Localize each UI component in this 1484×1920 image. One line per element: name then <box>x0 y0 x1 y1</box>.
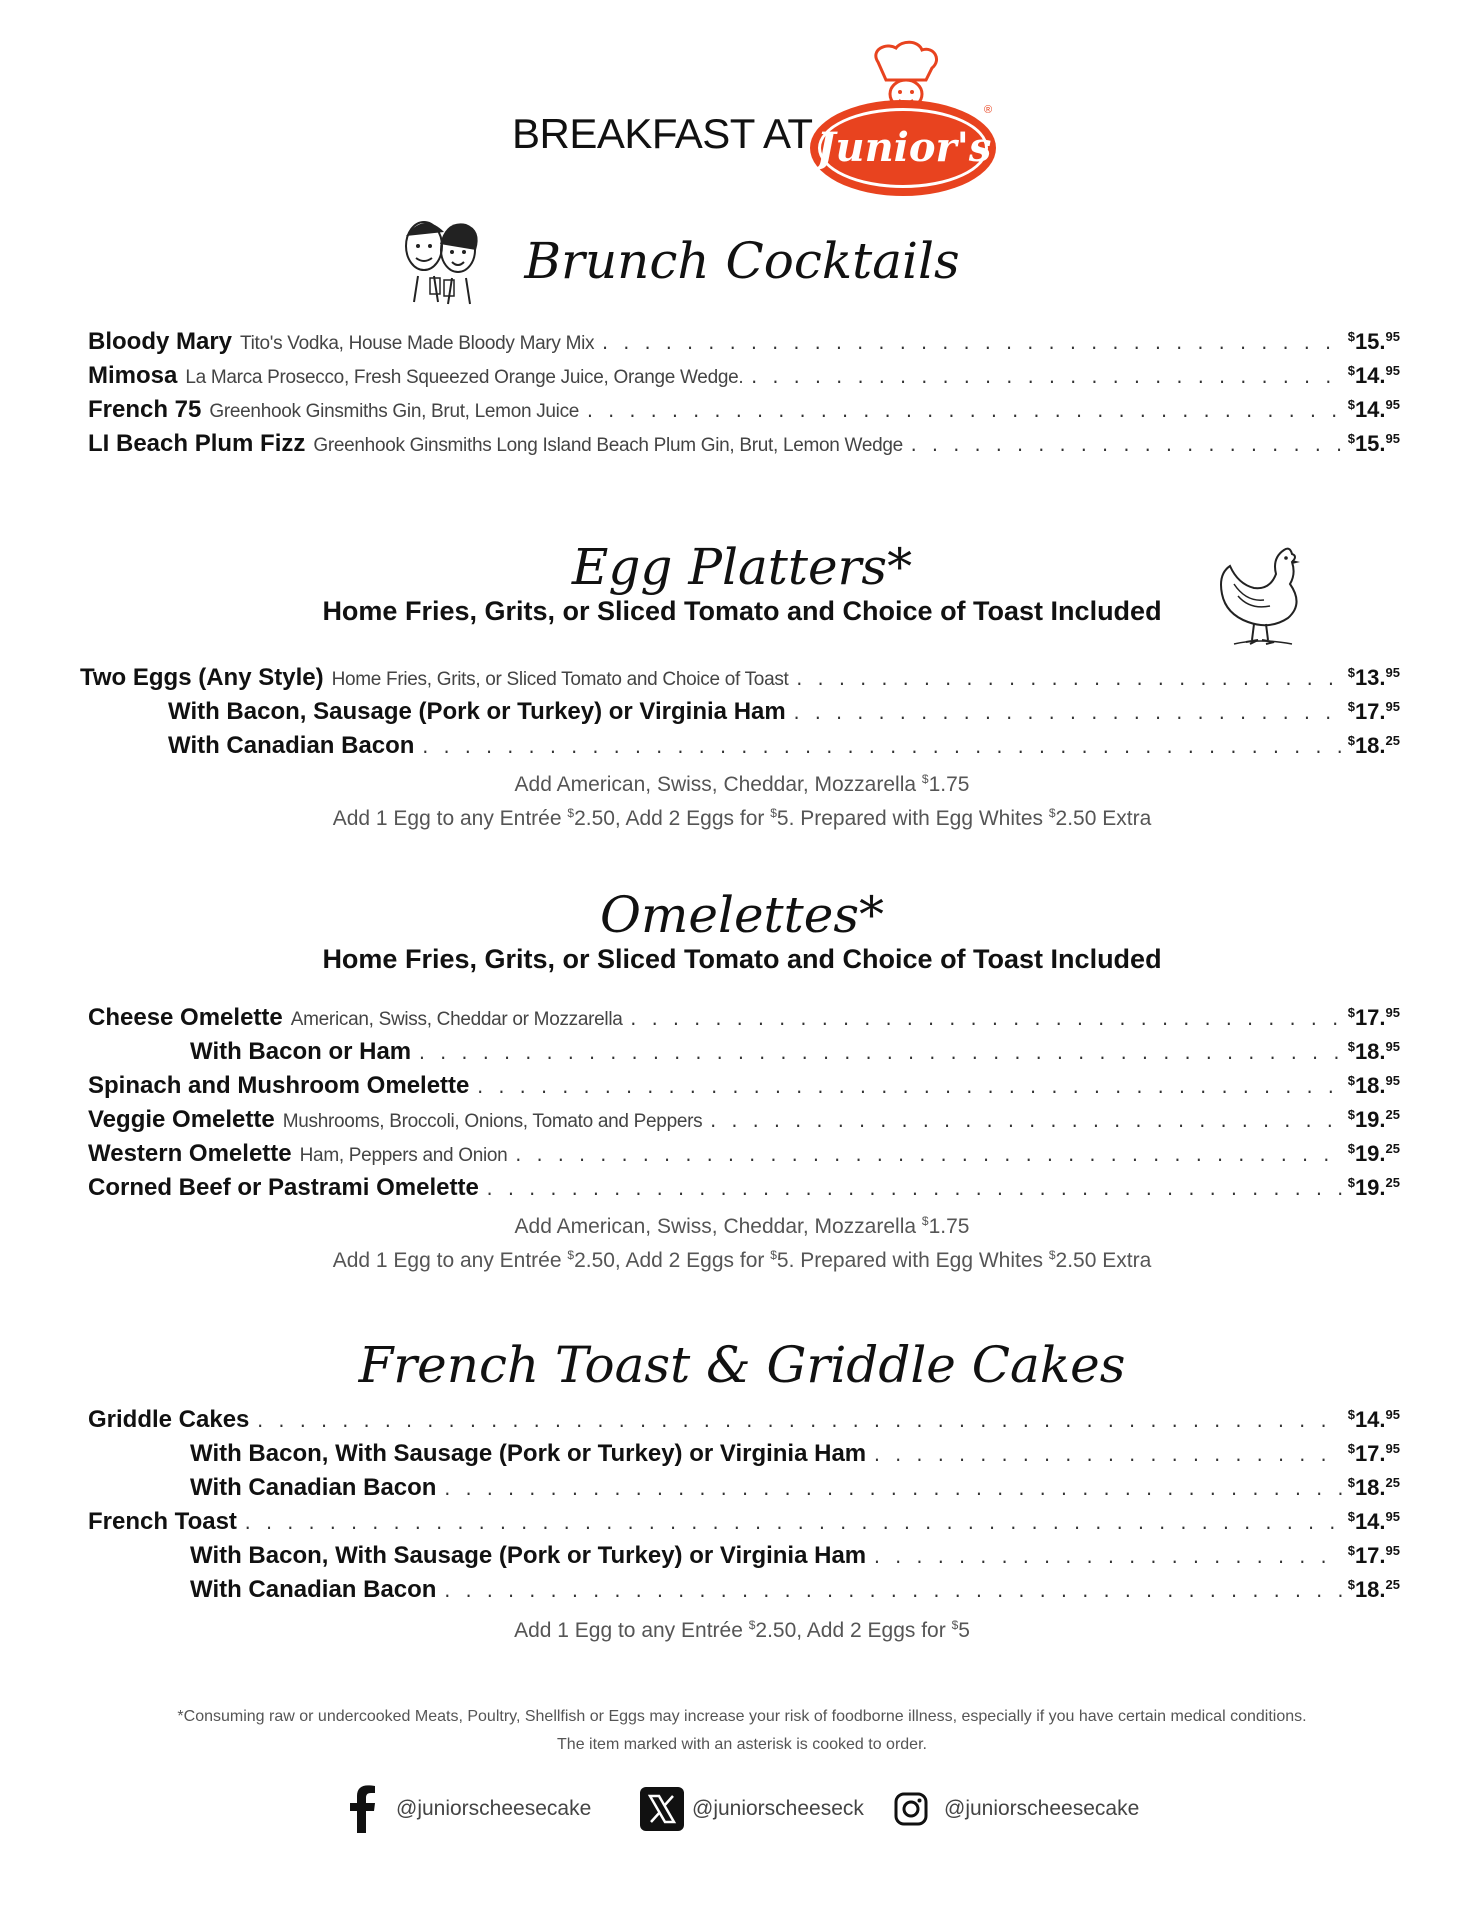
disclaimer-line: The item marked with an asterisk is cooked to order. <box>557 1736 927 1753</box>
dot-leader <box>600 334 1341 353</box>
item-name: With Bacon, With Sausage (Pork or Turkey) or Virginia Ham <box>190 1440 867 1467</box>
add-egg-note: Add 1 Egg to any Entrée $2.50, Add 2 Eggs for $5. Prepared with Egg Whites $2.50 Extra <box>332 1248 1152 1272</box>
item-name: Bloody Mary <box>88 328 233 355</box>
menu-item <box>88 362 1400 394</box>
dot-leader <box>243 1514 1342 1533</box>
dot-leader <box>795 670 1342 689</box>
item-price: $17.95 <box>1347 699 1400 724</box>
juniors-logo <box>804 40 1004 200</box>
item-price: $18.25 <box>1347 733 1400 758</box>
dot-leader <box>442 1480 1341 1499</box>
item-price: $13.95 <box>1347 665 1400 690</box>
menu-item <box>88 1174 1400 1206</box>
item-name: Veggie Omelette <box>88 1106 275 1133</box>
item-price: $19.25 <box>1347 1107 1400 1132</box>
item-price: $19.25 <box>1347 1141 1400 1166</box>
item-price: $17.95 <box>1347 1441 1400 1466</box>
menu-item <box>88 1508 1400 1540</box>
item-price: $18.25 <box>1347 1577 1400 1602</box>
item-name: With Canadian Bacon <box>190 1576 437 1603</box>
x-handle[interactable]: @juniorscheeseck <box>692 1797 864 1820</box>
dot-leader <box>909 436 1342 455</box>
item-name: LI Beach Plum Fizz <box>88 430 306 457</box>
menu-item <box>88 1004 1400 1036</box>
dot-leader <box>420 738 1341 757</box>
facebook-handle[interactable]: @juniorscheesecake <box>396 1797 592 1820</box>
item-name: Cheese Omelette <box>88 1004 283 1031</box>
item-desc: La Marca Prosecco, Fresh Squeezed Orange Juice, Orange Wedge. <box>185 367 744 388</box>
menu-item <box>190 1440 1400 1472</box>
item-desc: Greenhook Ginsmiths Gin, Brut, Lemon Juice <box>209 401 580 422</box>
menu-item <box>88 1072 1400 1104</box>
menu-item <box>88 1106 1400 1138</box>
item-desc: Mushrooms, Broccoli, Onions, Tomato and Peppers <box>282 1111 703 1132</box>
menu-item <box>88 328 1400 360</box>
add-egg-note: Add 1 Egg to any Entrée $2.50, Add 2 Eggs for $5 <box>514 1618 970 1642</box>
x-icon[interactable] <box>640 1787 684 1831</box>
item-name: With Bacon, With Sausage (Pork or Turkey) or Virginia Ham <box>190 1542 867 1569</box>
chicken-illustration-icon <box>1214 544 1304 648</box>
dot-leader <box>513 1146 1341 1165</box>
section-title-cocktails: Brunch Cocktails <box>524 232 960 290</box>
item-price: $18.25 <box>1347 1475 1400 1500</box>
item-price: $18.95 <box>1347 1073 1400 1098</box>
dot-leader <box>872 1548 1342 1567</box>
item-price: $19.25 <box>1347 1175 1400 1200</box>
section-title-omelettes: Omelettes* <box>599 886 884 944</box>
item-desc: Greenhook Ginsmiths Long Island Beach Plum Gin, Brut, Lemon Wedge <box>313 435 903 456</box>
section-title-griddle: French Toast & Griddle Cakes <box>358 1336 1126 1394</box>
item-desc: Tito's Vodka, House Made Bloody Mary Mix <box>240 333 595 354</box>
item-desc: Home Fries, Grits, or Sliced Tomato and Choice of Toast <box>331 669 789 690</box>
item-price: $14.95 <box>1347 363 1400 388</box>
item-price: $17.95 <box>1347 1005 1400 1030</box>
registered-mark: ® <box>984 104 993 116</box>
item-name: Two Eggs (Any Style) <box>80 664 324 691</box>
menu-item <box>190 1038 1400 1070</box>
item-price: $15.95 <box>1347 329 1400 354</box>
social-x[interactable] <box>640 1784 864 1834</box>
disclaimer-line: *Consuming raw or undercooked Meats, Poultry, Shellfish or Eggs may increase your risk of foodborne illness, especially if you have certain medical conditions. <box>177 1708 1307 1725</box>
menu-item <box>88 1140 1400 1172</box>
item-name: With Bacon, Sausage (Pork or Turkey) or Virginia Ham <box>168 698 786 725</box>
instagram-handle[interactable]: @juniorscheesecake <box>944 1797 1140 1820</box>
header-title: BREAKFAST AT <box>512 110 813 157</box>
dot-leader <box>255 1412 1341 1431</box>
item-name: Mimosa <box>88 362 178 389</box>
item-name: Spinach and Mushroom Omelette <box>88 1072 470 1099</box>
item-desc: American, Swiss, Cheddar or Mozzarella <box>290 1009 623 1030</box>
menu-item <box>88 1406 1400 1438</box>
menu-item <box>190 1474 1400 1506</box>
menu-item <box>88 430 1400 462</box>
instagram-icon[interactable] <box>894 1792 928 1826</box>
logo-wordmark: Junior's <box>816 124 992 171</box>
dot-leader <box>475 1078 1341 1097</box>
item-price: $15.95 <box>1347 431 1400 456</box>
menu-item <box>190 1542 1400 1574</box>
social-facebook[interactable] <box>344 1784 591 1834</box>
item-name: Western Omelette <box>88 1140 292 1167</box>
item-price: $17.95 <box>1347 1543 1400 1568</box>
dot-leader <box>442 1582 1341 1601</box>
item-price: $14.95 <box>1347 1509 1400 1534</box>
item-name: With Bacon or Ham <box>190 1038 412 1065</box>
add-cheese-note: Add American, Swiss, Cheddar, Mozzarella $1.75 <box>514 1214 970 1238</box>
item-price: $14.95 <box>1347 397 1400 422</box>
dot-leader <box>749 368 1341 387</box>
item-desc: Ham, Peppers and Onion <box>299 1145 508 1166</box>
menu-item <box>88 396 1400 428</box>
dot-leader <box>629 1010 1342 1029</box>
dot-leader <box>417 1044 1342 1063</box>
dot-leader <box>585 402 1342 421</box>
item-name: With Canadian Bacon <box>168 732 415 759</box>
item-name: Griddle Cakes <box>88 1406 250 1433</box>
section-subtitle-eggs: Home Fries, Grits, or Sliced Tomato and Choice of Toast Included <box>322 596 1162 626</box>
item-price: $18.95 <box>1347 1039 1400 1064</box>
dot-leader <box>485 1180 1342 1199</box>
dot-leader <box>792 704 1342 723</box>
add-cheese-note: Add American, Swiss, Cheddar, Mozzarella $1.75 <box>514 772 970 796</box>
menu-item <box>80 664 1400 696</box>
menu-item <box>168 698 1400 730</box>
dot-leader <box>708 1112 1341 1131</box>
menu-item <box>190 1576 1400 1608</box>
section-title-eggs: Egg Platters* <box>571 538 913 596</box>
item-name: French 75 <box>88 396 202 423</box>
facebook-icon[interactable] <box>344 1785 380 1833</box>
item-name: With Canadian Bacon <box>190 1474 437 1501</box>
add-egg-note: Add 1 Egg to any Entrée $2.50, Add 2 Eggs for $5. Prepared with Egg Whites $2.50 Extra <box>332 806 1152 830</box>
item-price: $14.95 <box>1347 1407 1400 1432</box>
dot-leader <box>872 1446 1342 1465</box>
item-name: French Toast <box>88 1508 237 1535</box>
section-subtitle-omelettes: Home Fries, Grits, or Sliced Tomato and Choice of Toast Included <box>322 944 1162 974</box>
menu-item <box>168 732 1400 764</box>
social-instagram[interactable] <box>894 1784 1139 1834</box>
item-name: Corned Beef or Pastrami Omelette <box>88 1174 479 1201</box>
